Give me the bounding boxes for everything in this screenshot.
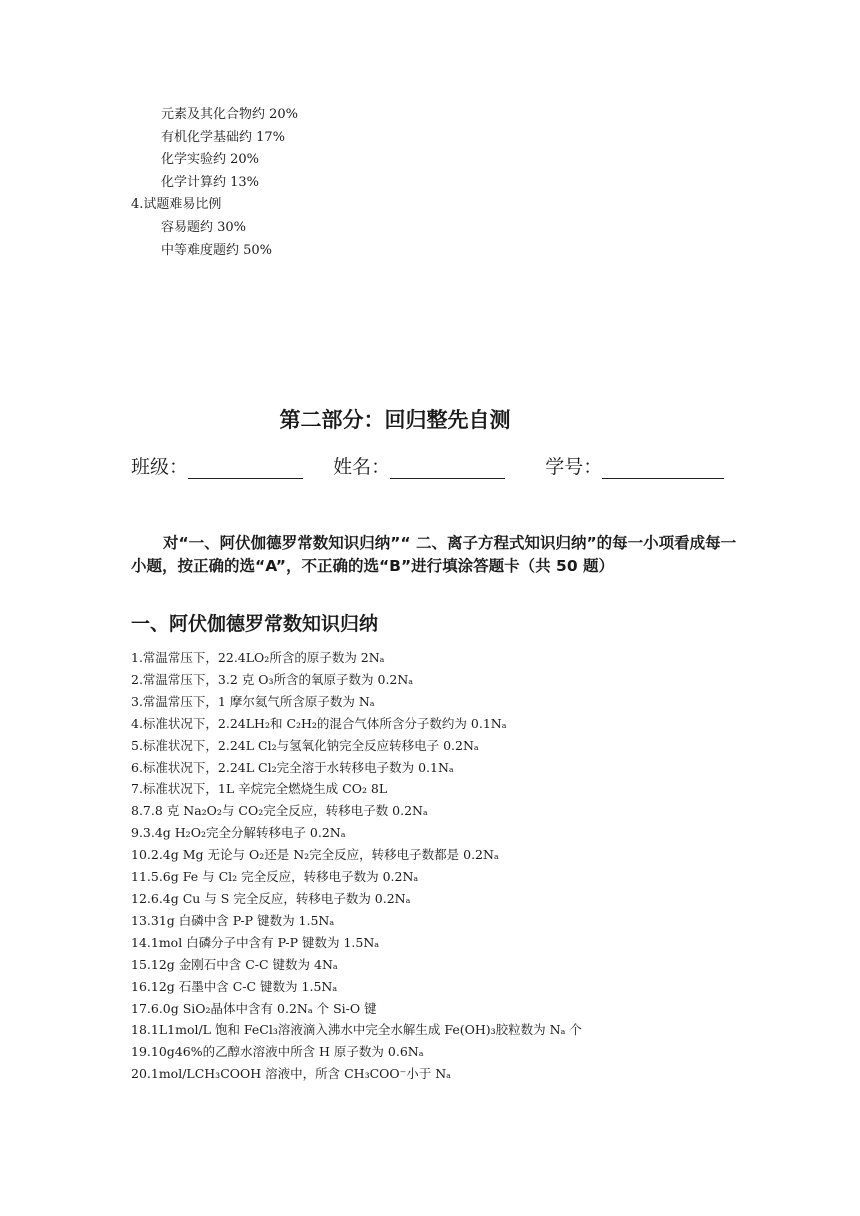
list-item: 17.6.0g SiO₂晶体中含有 0.2Nₐ 个 Si-O 键 bbox=[131, 1000, 377, 1016]
list-item: 18.1L1mol/L 饱和 FeCl₃溶液滴入沸水中完全水解生成 Fe(OH)₃胶粒数为 Nₐ 个 bbox=[131, 1022, 582, 1038]
list-item: 3.常温常压下，1 摩尔氦气所含原子数为 Nₐ bbox=[131, 693, 375, 709]
number-blank[interactable] bbox=[602, 458, 724, 479]
section-heading: 一、阿伏伽德罗常数知识归纳 bbox=[131, 613, 379, 635]
list-item: 13.31g 白磷中含 P-P 键数为 1.5Nₐ bbox=[131, 912, 335, 928]
list-item: 11.5.6g Fe 与 Cl₂ 完全反应，转移电子数为 0.2Nₐ bbox=[131, 869, 419, 885]
ratio-line: 中等难度题约 50% bbox=[161, 242, 273, 258]
class-label: 班级： bbox=[131, 456, 189, 478]
list-item: 16.12g 石墨中含 C-C 键数为 1.5Nₐ bbox=[131, 978, 338, 994]
ratio-heading: 4.试题难易比例 bbox=[131, 197, 222, 213]
list-item: 4.标准状况下，2.24LH₂和 C₂H₂的混合气体所含分子数约为 0.1Nₐ bbox=[131, 715, 507, 731]
name-label: 姓名： bbox=[333, 456, 391, 478]
ratio-line: 有机化学基础约 17% bbox=[161, 129, 286, 145]
list-item: 5.标准状况下，2.24L Cl₂与氢氧化钠完全反应转移电子 0.2Nₐ bbox=[131, 737, 479, 753]
student-info-fields bbox=[131, 452, 724, 479]
list-item: 20.1mol/LCH₃COOH 溶液中，所含 CH₃COO⁻小于 Nₐ bbox=[131, 1066, 451, 1082]
list-item: 19.10g46%的乙醇水溶液中所含 H 原子数为 0.6Nₐ bbox=[131, 1044, 424, 1060]
list-item: 15.12g 金刚石中含 C-C 键数为 4Nₐ bbox=[131, 956, 338, 972]
list-item: 9.3.4g H₂O₂完全分解转移电子 0.2Nₐ bbox=[131, 825, 346, 841]
list-item: 6.标准状况下，2.24L Cl₂完全溶于水转移电子数为 0.1Nₐ bbox=[131, 759, 454, 775]
list-item: 8.7.8 克 Na₂O₂与 CO₂完全反应，转移电子数 0.2Nₐ bbox=[131, 803, 428, 819]
part-title: 第二部分：回归整先自测 bbox=[279, 408, 511, 432]
list-item: 7.标准状况下，1L 辛烷完全燃烧生成 CO₂ 8L bbox=[131, 781, 388, 797]
question-list bbox=[131, 647, 582, 1085]
list-item: 14.1mol 白磷分子中含有 P-P 键数为 1.5Nₐ bbox=[131, 934, 380, 950]
list-item: 1.常温常压下，22.4LO₂所含的原子数为 2Nₐ bbox=[131, 650, 385, 665]
class-blank[interactable] bbox=[188, 458, 303, 479]
ratio-line: 化学实验约 20% bbox=[161, 152, 260, 168]
list-item: 2.常温常压下，3.2 克 O₃所含的氧原子数为 0.2Nₐ bbox=[131, 671, 414, 687]
ratio-line: 元素及其化合物约 20% bbox=[161, 107, 299, 122]
ratio-line: 化学计算约 13% bbox=[161, 174, 260, 190]
ratio-line: 容易题约 30% bbox=[161, 219, 247, 235]
exam-ratio-list bbox=[131, 104, 298, 262]
instructions: 对“一、阿伏伽德罗常数知识归纳”“ 二、离子方程式知识归纳”的每一小项看成每一小题，按正确的选“A”，不正确的选“B”进行填涂答题卡（共 50 题） bbox=[131, 534, 737, 575]
list-item: 12.6.4g Cu 与 S 完全反应，转移电子数为 0.2Nₐ bbox=[131, 890, 411, 906]
name-blank[interactable] bbox=[390, 458, 505, 479]
list-item: 10.2.4g Mg 无论与 O₂还是 N₂完全反应，转移电子数都是 0.2Nₐ bbox=[131, 847, 499, 863]
number-label: 学号： bbox=[545, 456, 603, 478]
